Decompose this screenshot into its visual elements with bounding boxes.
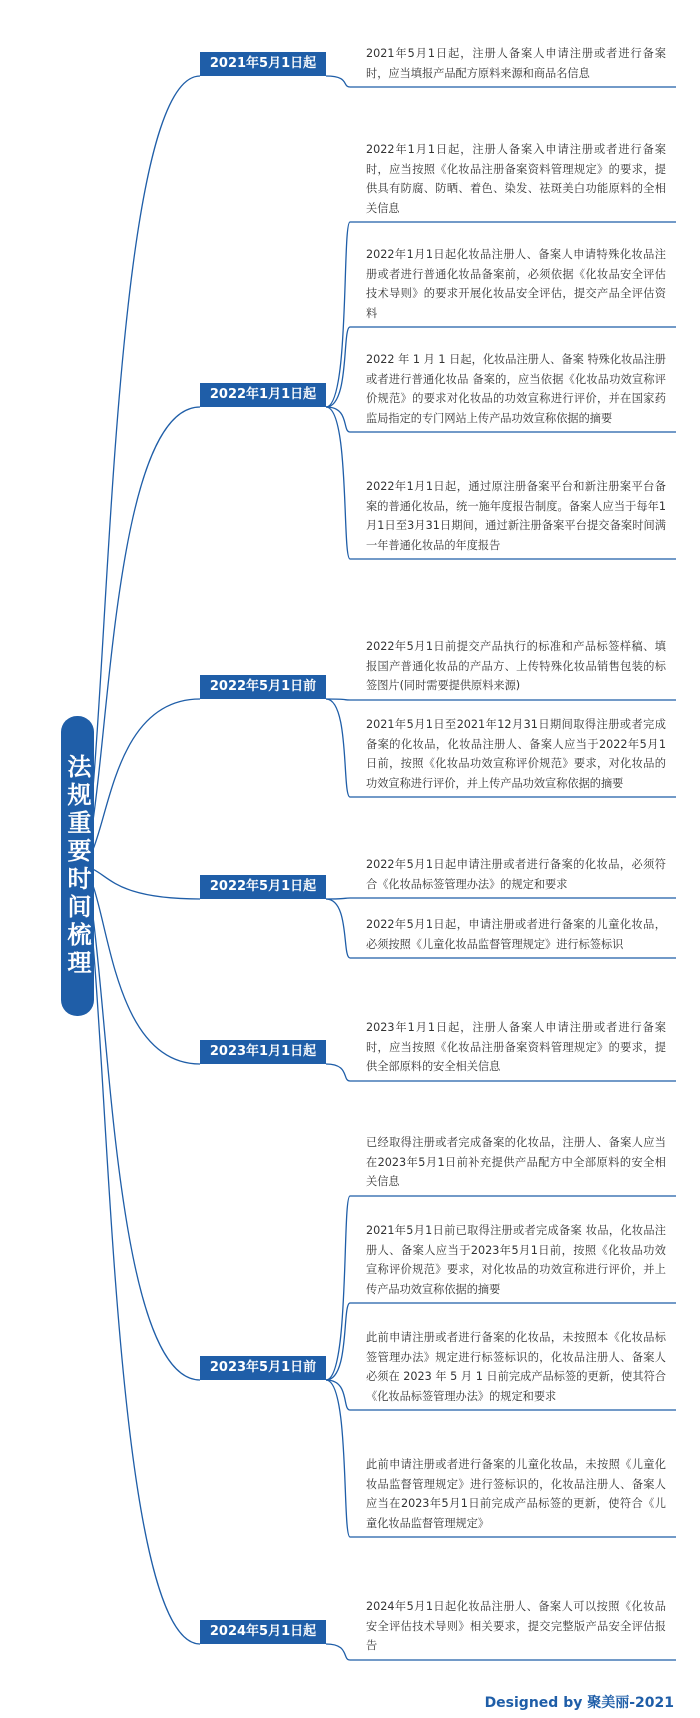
branch-connector	[326, 1380, 350, 1410]
branch-connector	[326, 1196, 350, 1380]
rule-item: 已经取得注册或者完成备案的化妆品，注册人、备案人应当在2023年5月1日前补充提供产品配方中全部原料的安全相关信息	[366, 1136, 666, 1188]
rule-item: 此前申请注册或者进行备案的化妆品，未按照本《化妆品标签管理办法》规定进行标签标识的，化妆品注册人、备案人必须在 2023 年 5 月 1 日前完成产品标签的更新，使其符合《化妆品标签管理办法》的规定和要求	[366, 1331, 666, 1403]
rule-item: 2022年1月1日起，通过原注册备案平台和新注册案平台备案的普通化妆品，统一施年度报告制度。备案人应当于每年1月1日至3月31日期间，通过新注册备案平台提交备案时间满一年普通化妆品的年度报告	[366, 480, 666, 552]
branch-connector	[326, 1303, 350, 1380]
rule-item: 2021年5月1日至2021年12月31日期间取得注册或者完成备案的化妆品，化妆品注册人、备案人应当于2022年5月1日前，按照《化妆品功效宣称评价规范》要求，对化妆品的功效宣称进行评价，并上传产品功效宣称依据的摘要	[366, 718, 666, 790]
branch-connector	[326, 76, 350, 87]
rule-item: 2022年1月1日起，注册人备案入申请注册或者进行备案时，应当按照《化妆品注册备案资料管理规定》的要求，提供具有防腐、防晒、着色、染发、祛斑美白功能原料的全相关信息	[366, 143, 666, 215]
date-node-2023-05-01-before: 2023年5月1日前	[200, 1356, 326, 1380]
branch-connector	[326, 699, 350, 797]
branch-connector	[326, 1064, 350, 1081]
root-connector	[78, 699, 200, 866]
rule-item: 2022年5月1日起，申请注册或者进行备案的儿童化妆品，必须按照《儿童化妆品监督管理规定》进行标签标识	[366, 918, 666, 951]
rule-item: 2022年1月1日起化妆品注册人、备案人申请特殊化妆品注册或者进行普通化妆品备案前，必须依据《化妆品安全评估技术导则》的要求开展化妆品安全评估，提交产品全评估资料	[366, 248, 666, 320]
date-node-2022-05-01-before: 2022年5月1日前	[200, 675, 326, 699]
rule-item: 2022年5月1日前提交产品执行的标准和产品标签样稿、填报国产普通化妆品的产品方、上传特殊化妆品销售包装的标签图片(同时需要提供原料来源)	[366, 640, 666, 692]
branch-connector	[326, 1644, 350, 1660]
rule-item: 2024年5月1日起化妆品注册人、备案人可以按照《化妆品安全评估技术导则》相关要求，提交完整版产品安全评估报告	[366, 1600, 666, 1652]
root-connector	[78, 866, 200, 1644]
rule-item: 2023年1月1日起，注册人备案人申请注册或者进行备案时，应当按照《化妆品注册备案资料管理规定》的要求，提供全部原料的安全相关信息	[366, 1021, 666, 1073]
root-node	[61, 716, 94, 1016]
root-connector	[78, 866, 200, 1380]
rule-item: 2022年5月1日起申请注册或者进行备案的化妆品，必须符合《化妆品标签管理办法》的规定和要求	[366, 858, 666, 891]
date-node-2022-01-01-from: 2022年1月1日起	[200, 383, 326, 407]
rule-item: 2022 年 1 月 1 日起，化妆品注册人、备案 特殊化妆品注册或者进行普通化妆品 备案的，应当依据《化妆品功效宣称评价规范》的要求对化妆品的功效宣称进行评价，并在国家药监局指定的专门网站上传产品功效宣称依据的摘要	[366, 353, 666, 425]
date-node-2024-05-01-from: 2024年5月1日起	[200, 1620, 326, 1644]
root-connector	[78, 76, 200, 866]
root-connector	[78, 866, 200, 1064]
branch-connector	[326, 899, 350, 958]
date-node-2023-01-01-from: 2023年1月1日起	[200, 1040, 326, 1064]
rule-item: 2021年5月1日前已取得注册或者完成备案 妆品，化妆品注册人、备案人应当于2023年5月1日前，按照《化妆品功效宣称评价规范》要求，对化妆品的功效宣称进行评价，并上传产品功效宣称依据的摘要	[366, 1224, 666, 1296]
date-node-2022-05-01-from: 2022年5月1日起	[200, 875, 326, 899]
designer-credit: Designed by 聚美丽-2021	[484, 1695, 674, 1711]
rule-item: 2021年5月1日起，注册人备案人申请注册或者进行备案时，应当填报产品配方原料来源和商品名信息	[366, 47, 666, 80]
root-connector	[78, 407, 200, 866]
root-title: 法规重要时间梳理	[63, 754, 91, 978]
branch-connector	[326, 327, 350, 407]
branch-connector	[326, 222, 350, 407]
date-node-2021-05-01-from: 2021年5月1日起	[200, 52, 326, 76]
rule-item: 此前申请注册或者进行备案的儿童化妆品，未按照《儿童化妆品监督管理规定》进行签标识的，化妆品注册人、备案人应当在2023年5月1日前完成产品标签的更新，使符合《儿童化妆品监督管理规定》	[366, 1458, 666, 1530]
root-connector	[78, 866, 200, 899]
